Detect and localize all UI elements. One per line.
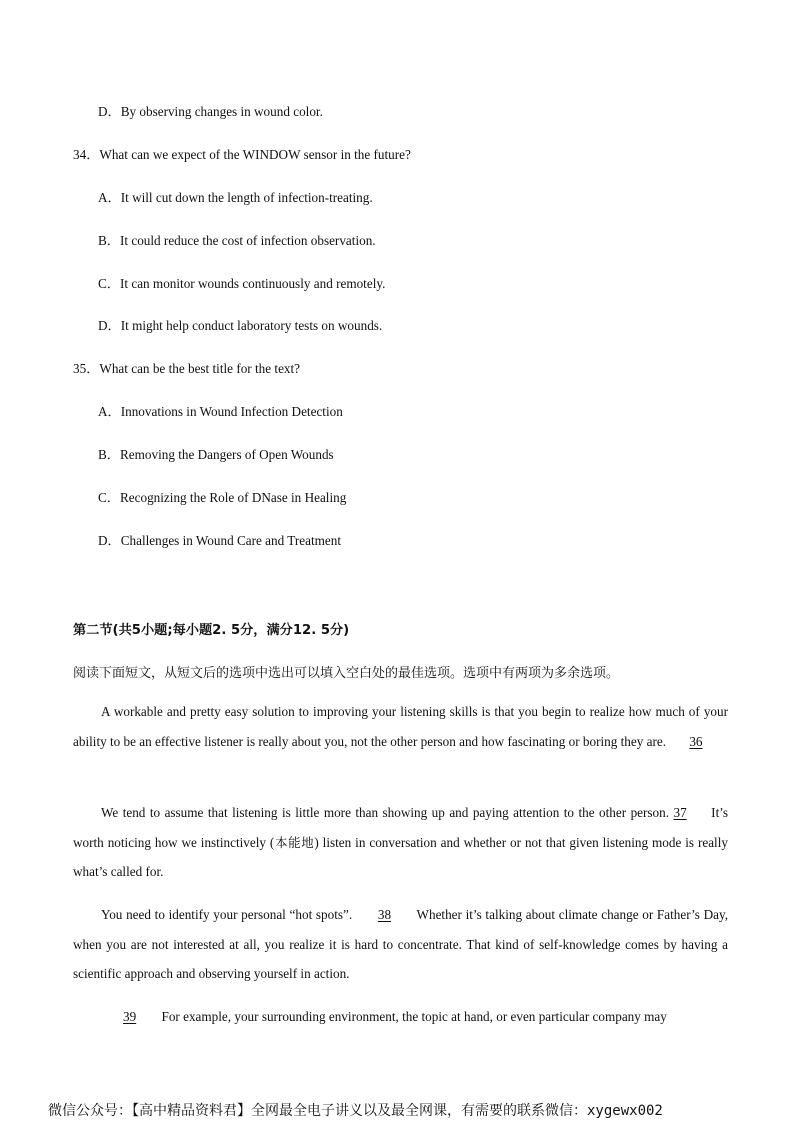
- paragraph-2-text-c: ) listen in conversation and whether or not that given listening mode is really what’s called for.: [73, 834, 728, 879]
- q35-option-d: D．Challenges in Wound Care and Treatment: [98, 533, 341, 548]
- paragraph-2-text-a: We tend to assume that listening is little more than showing up and paying attention to the other person.: [101, 805, 670, 820]
- footer-wechat-id: xygewx002: [587, 1103, 663, 1119]
- q34-option-c: C．It can monitor wounds continuously and remotely.: [98, 276, 386, 291]
- section-instruction: 阅读下面短文，从短文后的选项中选出可以填入空白处的最佳选项。选项中有两项为多余选项。: [73, 666, 620, 681]
- paragraph-3-text-b: Whether it’s talking about climate change or Father’s Day, when you are not interested at all, you realize it is hard to concentrate. That kind of self-knowledge comes by having a scientific approach and observing yourself in action.: [73, 907, 728, 981]
- paragraph-4-text: For example, your surrounding environment, the topic at hand, or even particular company may: [161, 1009, 667, 1024]
- q34-option-b: B．It could reduce the cost of infection observation.: [98, 233, 376, 248]
- paragraph-2-cjk: 本能地: [274, 834, 315, 850]
- footer-note: [48, 1100, 663, 1120]
- q35-stem: 35．What can be the best title for the text?: [73, 361, 301, 376]
- q34-stem: 34．What can we expect of the WINDOW sensor in the future?: [73, 147, 411, 162]
- passage-paragraph-3: [73, 900, 728, 989]
- paragraph-1-text: A workable and pretty easy solution to improving your listening skills is that you begin to realize how much of your ability to be an effective listener is really about you, not the other person and how fascinating or boring they are.: [73, 704, 728, 749]
- blank-36: 36: [689, 733, 703, 749]
- paragraph-3-text-a: You need to identify your personal “hot spots”.: [101, 907, 353, 922]
- blank-37: 37: [673, 805, 687, 820]
- q35-option-a: A．Innovations in Wound Infection Detection: [98, 404, 343, 419]
- passage-paragraph-1: [73, 697, 728, 756]
- blank-38: 38: [377, 907, 392, 922]
- q34-option-d: D．It might help conduct laboratory tests on wounds.: [98, 318, 383, 333]
- passage-paragraph-2: [73, 798, 728, 887]
- q35-option-c: C．Recognizing the Role of DNase in Healing: [98, 490, 347, 505]
- passage-paragraph-4: [73, 1002, 728, 1032]
- section-title: 第二节(共5小题;每小题2. 5分，满分12. 5分): [73, 623, 350, 638]
- footer-text: 微信公众号：【高中精品资料君】全网最全电子讲义以及最全网课，有需要的联系微信：: [48, 1103, 587, 1119]
- paragraph-2-text-b: It’s worth noticing how we instinctively (: [73, 805, 729, 850]
- q35-option-b: B．Removing the Dangers of Open Wounds: [98, 447, 334, 462]
- blank-39: 39: [123, 1009, 137, 1024]
- q34-option-a: A．It will cut down the length of infection-treating.: [98, 190, 373, 205]
- q33-option-d: D．By observing changes in wound color.: [98, 104, 323, 119]
